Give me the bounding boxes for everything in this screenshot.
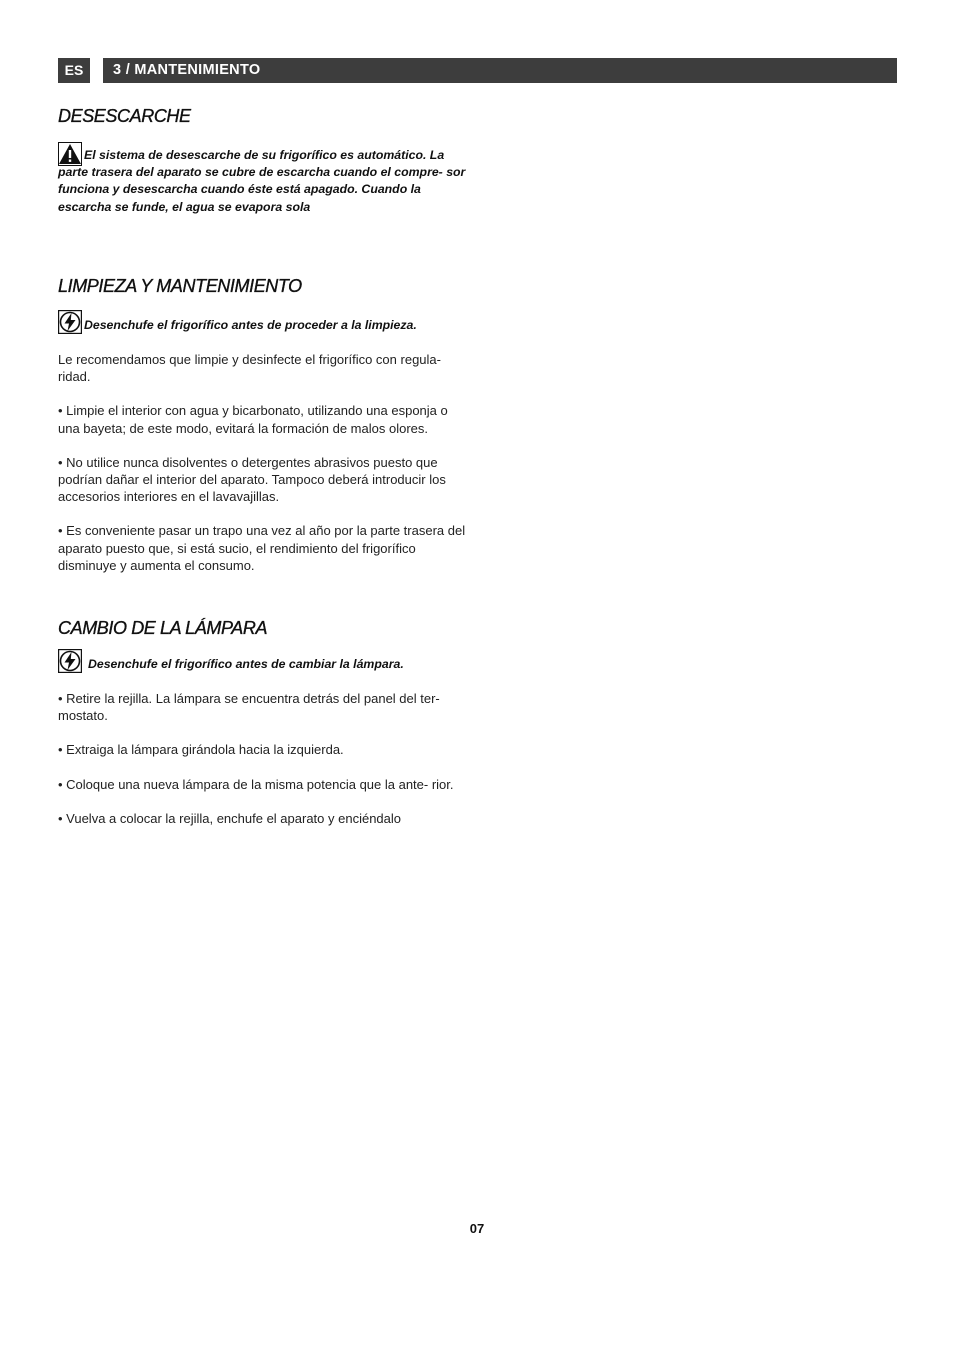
section-heading: DESESCARCHE — [58, 106, 191, 126]
warning-text: Desenchufe el frigorífico antes de proceder a la limpieza. — [84, 317, 417, 332]
section-desescarche — [58, 106, 470, 216]
section-heading: LIMPIEZA Y MANTENIMIENTO — [58, 276, 302, 296]
bullet-paragraph: • No utilice nunca disolventes o detergentes abrasivos puesto que podrían dañar el interior del aparato. Tampoco deberá introducir los accesorios interiores en el lavavajillas. — [58, 454, 446, 505]
bullet-paragraph: • Retire la rejilla. La lámpara se encuentra detrás del panel del ter- mostato. — [58, 691, 440, 724]
warning-text: El sistema de desescarche de su frigorífico es automático. La parte trasera del aparato se cubre de escarcha cuando el compre- sor funciona y desescarcha cuando éste está apagado. Cuando la escarcha se funde, el agua se evapora sola — [58, 148, 466, 214]
section-limpieza — [58, 276, 470, 574]
warning-block — [58, 310, 470, 334]
body-paragraphs — [58, 690, 470, 827]
bullet-paragraph: • Es conveniente pasar un trapo una vez al año por la parte trasera del aparato puesto que, si está sucio, el rendimiento del frigorífico disminuye y aumenta el consumo. — [58, 523, 466, 573]
body-paragraphs — [58, 351, 470, 574]
warning-block — [58, 649, 470, 673]
bullet-paragraph: • Extraiga la lámpara girándola hacia la izquierda. — [58, 742, 344, 758]
warning-block — [58, 147, 470, 216]
page-header — [58, 58, 897, 83]
bullet-paragraph: • Vuelva a colocar la rejilla, enchufe el aparato y enciéndalo — [58, 810, 402, 826]
bullet-paragraph: • Coloque una nueva lámpara de la misma potencia que la ante- rior. — [58, 776, 454, 792]
section-title-bar: 3 / MANTENIMIENTO — [103, 58, 897, 83]
warning-text: Desenchufe el frigorífico antes de cambiar la lámpara. — [88, 656, 404, 671]
electric-hazard-icon — [58, 649, 82, 673]
electric-hazard-icon — [58, 310, 82, 334]
section-lampara — [58, 618, 470, 827]
section-heading: CAMBIO DE LA LÁMPARA — [58, 618, 268, 638]
warning-triangle-icon — [58, 142, 82, 166]
paragraph: Le recomendamos que limpie y desinfecte el frigorífico con regula- ridad. — [58, 352, 441, 385]
bullet-paragraph: • Limpie el interior con agua y bicarbonato, utilizando una esponja o una bayeta; de este modo, evitará la formación de malos olores. — [58, 403, 448, 436]
language-badge: ES — [58, 58, 90, 83]
page-number: 07 — [469, 1221, 485, 1236]
